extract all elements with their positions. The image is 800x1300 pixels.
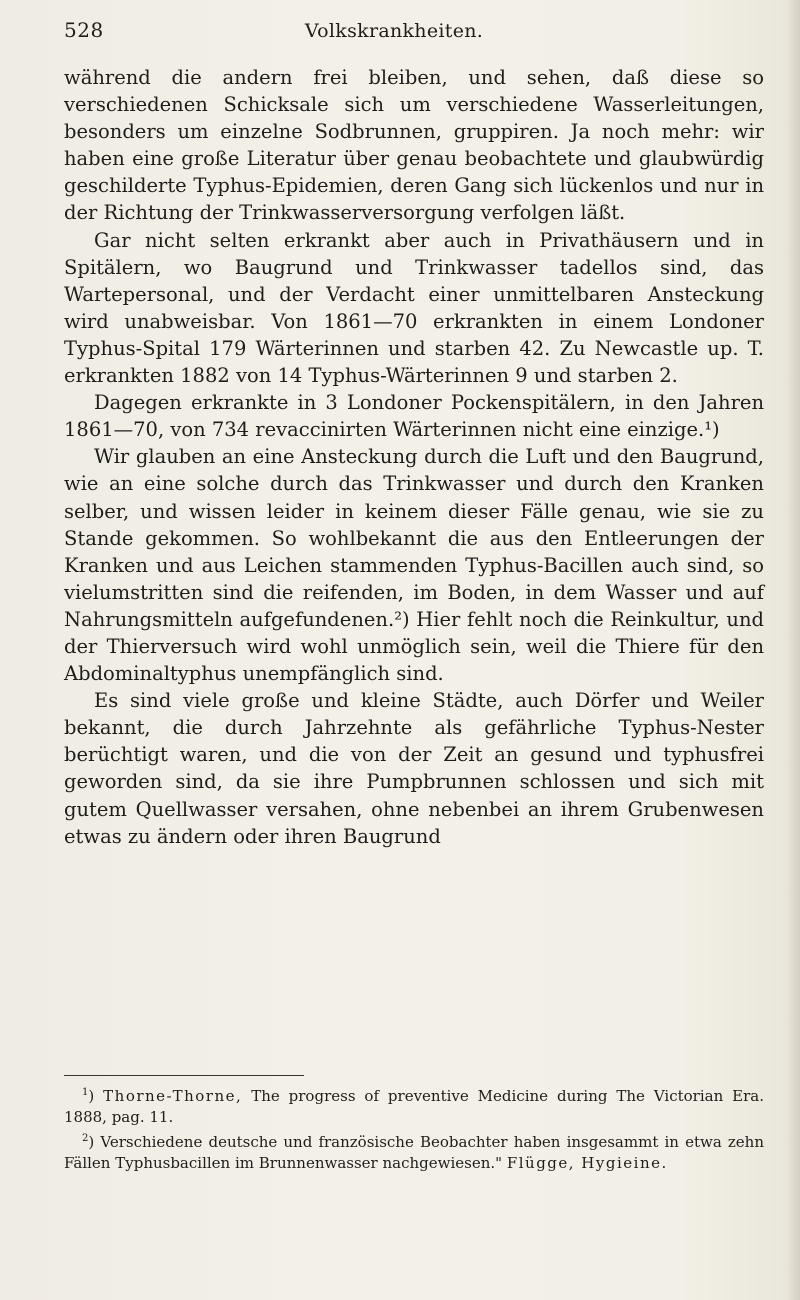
- running-title: Volkskrankheiten.: [304, 20, 484, 42]
- footnote-marker: 1: [82, 1087, 89, 1098]
- page-edge-shadow: [786, 0, 800, 1300]
- footnotes: [64, 1082, 764, 1174]
- paragraph: Wir glauben an eine Ansteckung durch die Luft und den Baugrund, wie an eine solche durch das Trinkwasser und durch den Kranken selber, und wissen leider in keinem dieser Fälle genau, wie sie zu Stande gekommen. So wohlbekannt die aus den Entleerungen der Kranken und aus Leichen stammenden Typhus-Bacillen auch sind, so vielumstritten sind die reifenden, im Boden, in dem Wasser und auf Nahrungsmitteln aufgefundenen.²) Hier fehlt noch die Reinkultur, und der Thierversuch wird wohl unmöglich sein, weil die Thiere für den Abdominaltyphus unempfänglich sind.: [64, 445, 764, 686]
- main-text: [64, 64, 764, 850]
- footnote-text: Verschiedene deutsche und französische Beobachter haben insgesammt in etwa zehn Fällen Typhusbacillen im Brunnenwasser nachgewiesen.": [64, 1133, 765, 1172]
- page-number: 528: [64, 18, 104, 42]
- page-header: [64, 10, 764, 50]
- paragraph: während die andern frei bleiben, und sehen, daß diese so verschiedenen Schicksale sich um verschiedene Wasserleitungen, besonders um einzelne Sodbrunnen, gruppiren. Ja noch mehr: wir haben eine große Literatur über genau beobachtete und glaubwürdig geschilderte Typhus-Epidemien, deren Gang sich lückenlos und nur in der Richtung der Trinkwasserversorgung verfolgen läßt.: [64, 66, 764, 225]
- paragraph: Gar nicht selten erkrankt aber auch in Privathäusern und in Spitälern, wo Baugrund und Trinkwasser tadellos sind, das Wartepersonal, und der Verdacht einer unmittelbaren Ansteckung wird unabweisbar. Von 1861—70 erkrankten in einem Londoner Typhus-Spital 179 Wärterinnen und starben 42. Zu Newcastle up. T. erkrankten 1882 von 14 Typhus-Wärterinnen 9 und starben 2.: [64, 228, 764, 388]
- footnote-divider: [64, 1075, 304, 1076]
- footnote-text: The progress of preventive Medicine during The Victorian Era. 1888, pag. 11.: [64, 1087, 764, 1126]
- paragraph: Dagegen erkrankte in 3 Londoner Pockenspitälern, in den Jahren 1861—70, von 734 revaccinirten Wärterinnen nicht eine einzige.¹): [64, 391, 764, 442]
- footnote-author: Thorne-Thorne,: [103, 1087, 243, 1105]
- footnote-marker: 2: [82, 1133, 89, 1144]
- paragraph: Es sind viele große und kleine Städte, auch Dörfer und Weiler bekannt, die durch Jahrzehnte als gefährliche Typhus-Nester berüchtigt waren, und die von der Zeit an gesund und typhusfrei geworden sind, da sie ihre Pumpbrunnen schlossen und sich mit gutem Quellwasser versahen, ohne nebenbei an ihrem Grubenwesen etwas zu ändern oder ihren Baugrund: [64, 689, 764, 848]
- footnote-2: $^2$) Verschiedene deutsche und französische Beobachter haben insgesammt in etwa zehn Fällen Typhusbacillen im Brunnenwasser nachgewiesen." Flügge, Hygieine.: [64, 1133, 765, 1172]
- footnote-1: $^1$) Thorne-Thorne, The progress of preventive Medicine during The Victorian Era. 1888, pag. 11.: [64, 1087, 764, 1126]
- footnote-author: Flügge, Hygieine.: [506, 1154, 668, 1172]
